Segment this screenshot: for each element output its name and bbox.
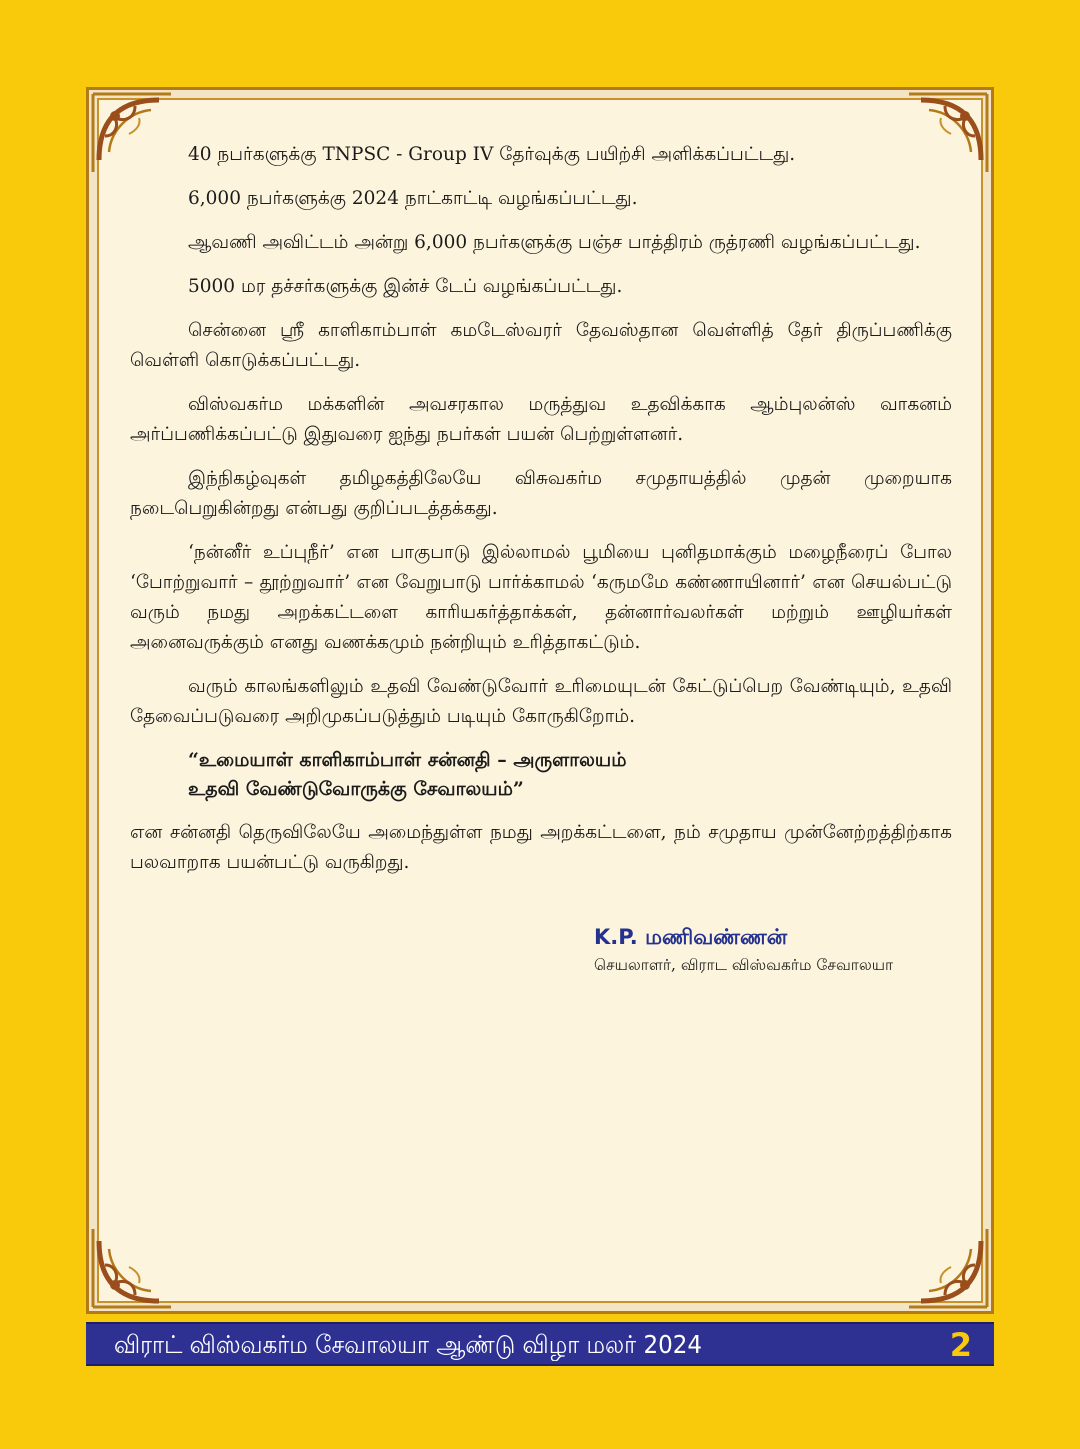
paragraph-tnpsc-coaching: 40 நபர்களுக்கு TNPSC - Group IV தேர்வுக்கு பயிற்சி அளிக்கப்பட்டது. — [188, 144, 796, 165]
corner-ornament-bottom-left — [89, 1225, 175, 1311]
paragraph-ambulance: விஸ்வகர்ம மக்களின் அவசரகால மருத்துவ உதவிக்காக ஆம்புலன்ஸ் வாகனம் அர்ப்பணிக்கப்பட்டு இதுவரை ஐந்து நபர்கள் பயன் பெற்றுள்ளனர். — [130, 394, 952, 445]
footer-bar — [86, 1322, 994, 1366]
paragraph-request: வரும் காலங்களிலும் உதவி வேண்டுவோர் உரிமையுடன் கேட்டுப்பெற வேண்டியும், உதவி தேவைப்படுவரை அறிமுகப்படுத்தும் படியும் கோருகிறோம். — [130, 676, 952, 727]
corner-ornament-bottom-right — [905, 1225, 991, 1311]
paragraph-inch-tape: 5000 மர தச்சர்களுக்கு இன்ச் டேப் வழங்கப்பட்டது. — [188, 276, 623, 297]
paragraph-silver-chariot: சென்னை ஸ்ரீ காளிகாம்பாள் கமடேஸ்வரர் தேவஸ்தான வெள்ளித் தேர் திருப்பணிக்கு வெள்ளி கொடுக்கப்பட்டது. — [130, 320, 952, 371]
quote-block — [188, 746, 952, 804]
signatory-title: செயலாளர், விராட விஸ்வகர்ம சேவாலயா — [594, 956, 894, 974]
paragraph-closing: என சன்னதி தெருவிலேயே அமைந்துள்ள நமது அறக்கட்டளை, நம் சமுதாய முன்னேற்றத்திற்காக பலவாறாக பயன்பட்டு வருகிறது. — [130, 822, 952, 873]
page-number: 2 — [949, 1326, 972, 1364]
quote-line-2: உதவி வேண்டுவோருக்கு சேவாலயம்” — [188, 778, 524, 800]
footer-title: விராட் விஸ்வகர்ம சேவாலயா ஆண்டு விழா மலர் 2024 — [114, 1330, 703, 1359]
signature-block — [594, 922, 954, 978]
paragraph-thanks: ‘நன்னீர் உப்புநீர்’ என பாகுபாடு இல்லாமல் பூமியை புனிதமாக்கும் மழைநீரைப் போல ‘போற்றுவார் – தூற்றுவார்’ என வேறுபாடு பார்க்காமல் ‘கருமமே கண்ணாயினார்’ என செயல்பட்டு வரும் நமது அறக்கட்டளை காரியகர்த்தாக்கள், தன்னார்வலர்கள் மற்றும் ஊழியர்கள் அனைவருக்கும் எனது வணக்கமும் நன்றியும் உரித்தாகட்டும். — [130, 542, 952, 653]
quote-line-1: “உமையாள் காளிகாம்பாள் சன்னதி – அருளாலயம் — [188, 749, 627, 771]
paragraph-calendar: 6,000 நபர்களுக்கு 2024 நாட்காட்டி வழங்கப்பட்டது. — [188, 188, 638, 209]
signatory-name: K.P. மணிவண்ணன் — [594, 925, 788, 949]
paragraph-first-time: இந்நிகழ்வுகள் தமிழகத்திலேயே விசுவகர்ம சமுதாயத்தில் முதன் முறையாக நடைபெறுகின்றது என்பது குறிப்படத்தக்கது. — [130, 468, 952, 519]
paragraph-panchapatra: ஆவணி அவிட்டம் அன்று 6,000 நபர்களுக்கு பஞ்ச பாத்திரம் ருத்ரணி வழங்கப்பட்டது. — [188, 232, 921, 253]
body-text — [130, 140, 952, 892]
